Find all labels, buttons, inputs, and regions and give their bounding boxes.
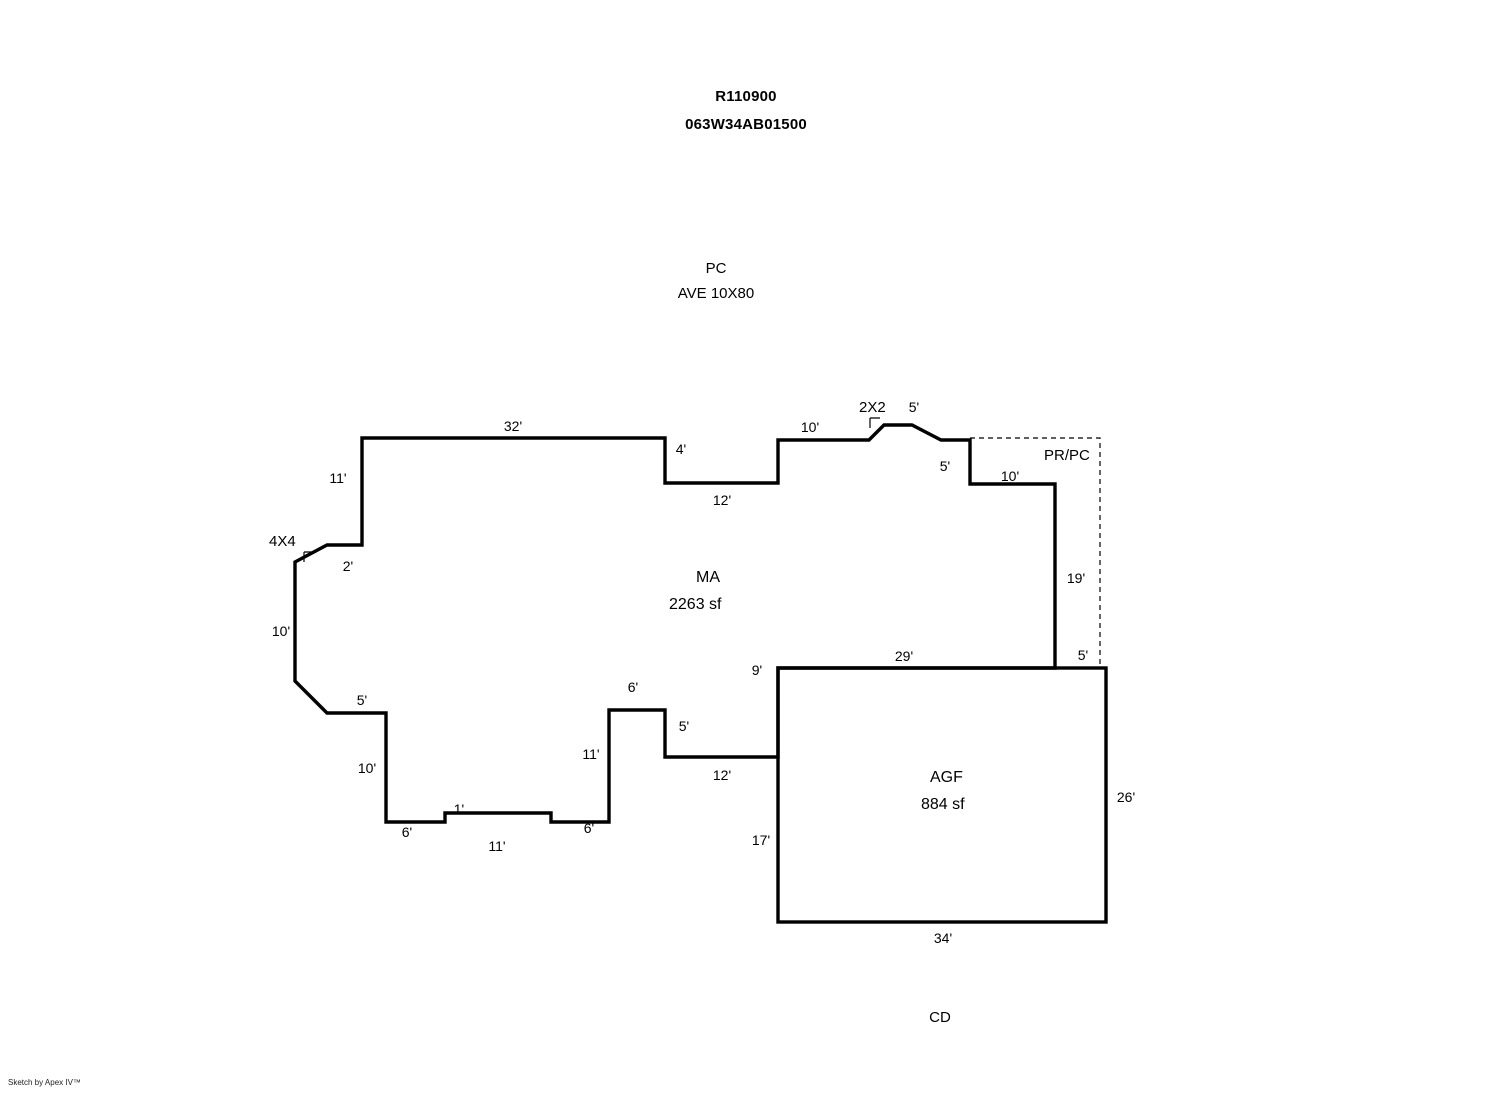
dim-5-mid: 5': [678, 718, 690, 734]
dim-6-mid: 6': [627, 679, 639, 695]
dim-12-bottom: 12': [712, 767, 732, 783]
area-label-ma-name: MA: [696, 569, 720, 586]
label-pc: PC: [705, 260, 727, 277]
dim-1: 1': [453, 801, 465, 817]
corner-mark-2x2: [870, 418, 880, 428]
dim-10-right: 10': [1000, 468, 1020, 484]
dim-11-bottom: 11': [488, 838, 506, 854]
dim-5-right-lower: 5': [1077, 647, 1089, 663]
area-label-ma-size: 2263 sf: [669, 596, 722, 613]
dim-32: 32': [503, 418, 523, 434]
dim-29: 29': [894, 648, 914, 664]
dim-4: 4': [675, 441, 687, 457]
dim-10-left: 10': [271, 623, 291, 639]
dim-10-lower-left: 10': [357, 760, 377, 776]
annotation-4x4: 4X4: [269, 533, 296, 550]
dim-5-top: 5': [908, 399, 920, 415]
dim-11-mid: 11': [582, 746, 600, 762]
dim-17: 17': [751, 832, 771, 848]
parcel-id: R110900: [715, 88, 777, 105]
dim-19: 19': [1066, 570, 1086, 586]
dim-12-top: 12': [712, 492, 732, 508]
dim-9: 9': [751, 662, 763, 678]
dim-26: 26': [1116, 789, 1136, 805]
pr-pc-dashed-region: [970, 438, 1100, 668]
label-cd: CD: [929, 1009, 951, 1026]
dim-6-bottom: 6': [583, 820, 595, 836]
main-area-outline: [295, 425, 1055, 822]
label-ave: AVE 10X80: [677, 285, 755, 302]
dim-34: 34': [933, 930, 953, 946]
dim-10-top: 10': [800, 419, 820, 435]
annotation-pr-pc: PR/PC: [1044, 447, 1090, 464]
sketch-credit: Sketch by Apex IV™: [8, 1078, 81, 1087]
annotation-2x2: 2X2: [859, 399, 886, 416]
dim-5-right-upper: 5': [939, 458, 951, 474]
account-id: 063W34AB01500: [685, 116, 807, 133]
dim-2: 2': [342, 558, 354, 574]
dim-6-bottom-left: 6': [401, 824, 413, 840]
dim-11-left: 11': [329, 470, 347, 486]
area-label-agf-name: AGF: [930, 769, 963, 786]
area-label-agf-size: 884 sf: [921, 796, 965, 813]
dim-5-left: 5': [356, 692, 368, 708]
